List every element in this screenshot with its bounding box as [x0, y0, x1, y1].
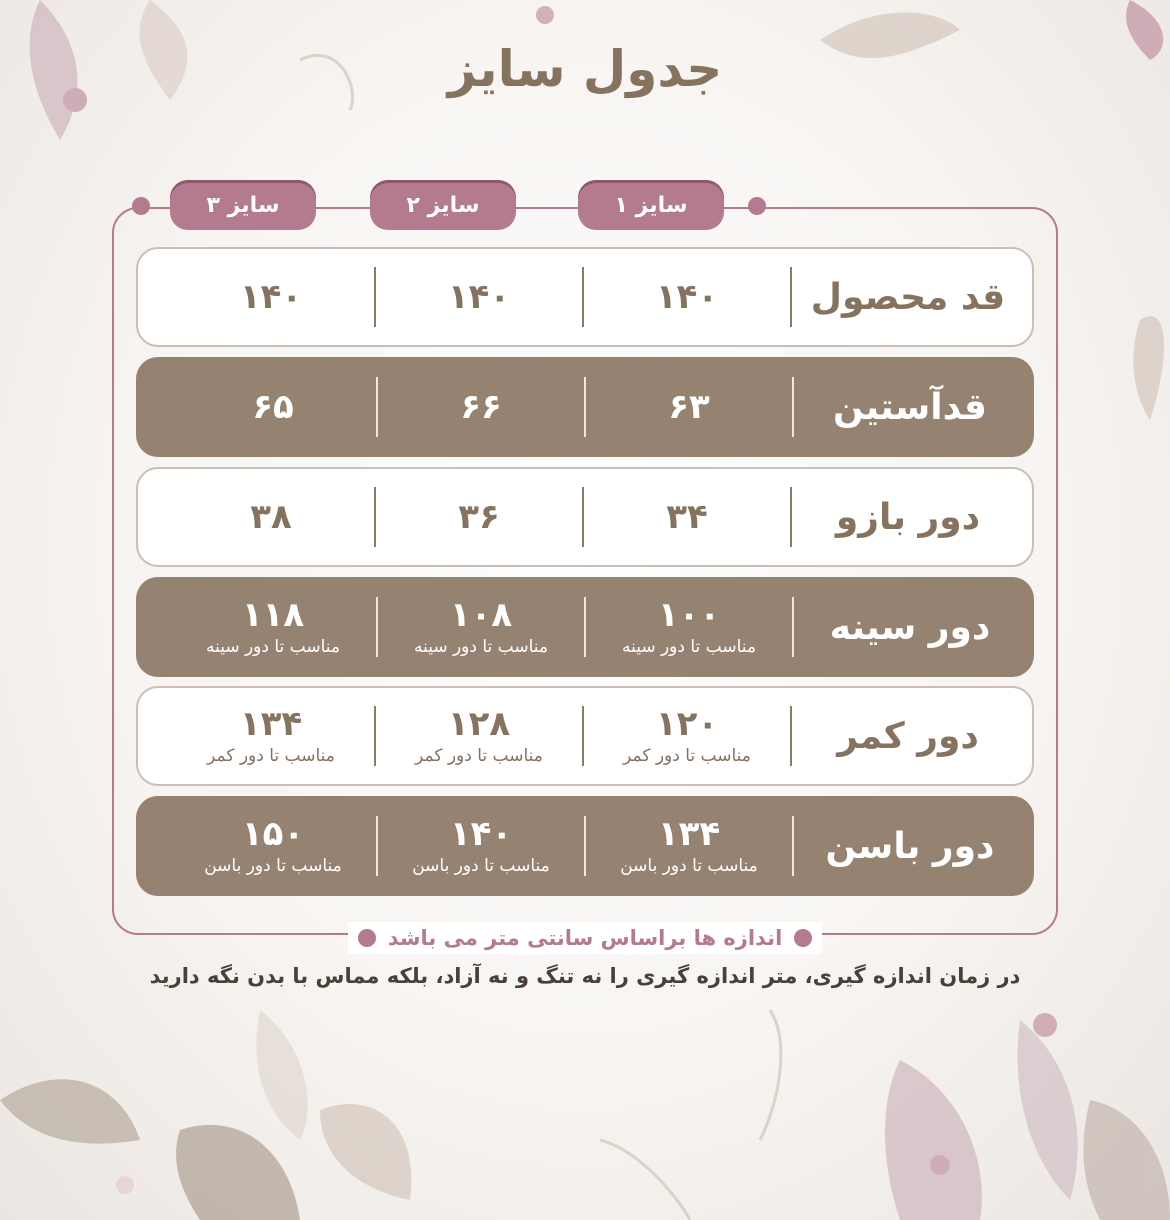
size-1-header: سایز ۱	[578, 180, 724, 230]
size-2-cell	[378, 796, 584, 896]
size-3-note: مناسب تا دور سینه	[205, 637, 341, 657]
size-2-note: مناسب تا دور کمر	[415, 746, 543, 766]
size-2-value: ۱۲۸	[447, 704, 511, 744]
divider	[792, 377, 794, 437]
size-1-cell	[586, 357, 792, 457]
row-label: دور کمر	[837, 715, 979, 757]
bullet-dot-icon	[794, 929, 812, 947]
bullet-dot-icon	[358, 929, 376, 947]
unit-note: اندازه ها براساس سانتی متر می باشد	[387, 926, 783, 950]
size-2-value: ۱۴۰	[447, 277, 511, 317]
size-2-note: مناسب تا دور باسن	[412, 856, 550, 876]
row-label: دور سینه	[829, 606, 991, 648]
size-2-cell	[378, 357, 584, 457]
size-3-value: ۱۵۰	[241, 814, 305, 854]
size-3-cell	[170, 796, 376, 896]
row-label: دور بازو	[835, 496, 981, 538]
size-1-value: ۱۲۰	[655, 704, 719, 744]
size-3-cell	[170, 577, 376, 677]
size-3-cell	[170, 357, 376, 457]
size-2-value: ۱۰۸	[449, 595, 513, 635]
frame-dot-right	[748, 197, 766, 215]
size-1-value: ۱۰۰	[657, 595, 721, 635]
unit-note-bar	[0, 922, 1170, 954]
size-1-value: ۳۴	[666, 497, 708, 537]
size-1-cell	[584, 469, 790, 565]
size-1-value: ۱۴۰	[655, 277, 719, 317]
size-2-cell	[376, 249, 582, 345]
table-row	[136, 357, 1034, 457]
row-label: قد محصول	[810, 276, 1006, 318]
size-1-cell	[584, 249, 790, 345]
divider	[790, 706, 792, 766]
frame-dot-left	[132, 197, 150, 215]
size-1-cell	[584, 688, 790, 784]
size-1-note: مناسب تا دور کمر	[623, 746, 751, 766]
size-3-cell	[168, 469, 374, 565]
divider	[790, 487, 792, 547]
size-2-cell	[376, 688, 582, 784]
size-1-value: ۱۳۴	[657, 814, 721, 854]
size-3-cell	[168, 688, 374, 784]
size-3-value: ۳۸	[250, 497, 292, 537]
size-2-header: سایز ۲	[370, 180, 516, 230]
unit-note-box	[348, 922, 823, 954]
size-3-cell	[168, 249, 374, 345]
row-label: قدآستین	[833, 386, 987, 428]
table-row	[136, 467, 1034, 567]
divider	[792, 597, 794, 657]
size-2-value: ۱۴۰	[449, 814, 513, 854]
size-3-value: ۱۱۸	[241, 595, 305, 635]
size-2-cell	[376, 469, 582, 565]
size-2-value: ۶۶	[460, 387, 502, 427]
size-2-note: مناسب تا دور سینه	[413, 637, 549, 657]
size-2-cell	[378, 577, 584, 677]
size-3-value: ۱۴۰	[239, 277, 303, 317]
table-row	[136, 577, 1034, 677]
size-3-header: سایز ۳	[170, 180, 316, 230]
size-3-value: ۱۳۴	[239, 704, 303, 744]
table-row	[136, 796, 1034, 896]
size-1-note: مناسب تا دور سینه	[621, 637, 757, 657]
table-row	[136, 686, 1034, 786]
size-1-note: مناسب تا دور باسن	[620, 856, 758, 876]
measurement-instruction: در زمان اندازه گیری، متر اندازه گیری را نه تنگ و نه آزاد، بلکه مماس با بدن نگه دارید	[149, 964, 1021, 988]
size-1-cell	[586, 577, 792, 677]
size-3-value: ۶۵	[252, 387, 294, 427]
size-1-value: ۶۳	[668, 387, 710, 427]
size-2-value: ۳۶	[458, 497, 500, 537]
row-label: دور باسن	[825, 825, 995, 867]
table-row	[136, 247, 1034, 347]
divider	[792, 816, 794, 876]
divider	[790, 267, 792, 327]
size-3-note: مناسب تا دور کمر	[207, 746, 335, 766]
size-1-cell	[586, 796, 792, 896]
size-3-note: مناسب تا دور باسن	[204, 856, 342, 876]
page-title: جدول سایز	[447, 40, 723, 98]
